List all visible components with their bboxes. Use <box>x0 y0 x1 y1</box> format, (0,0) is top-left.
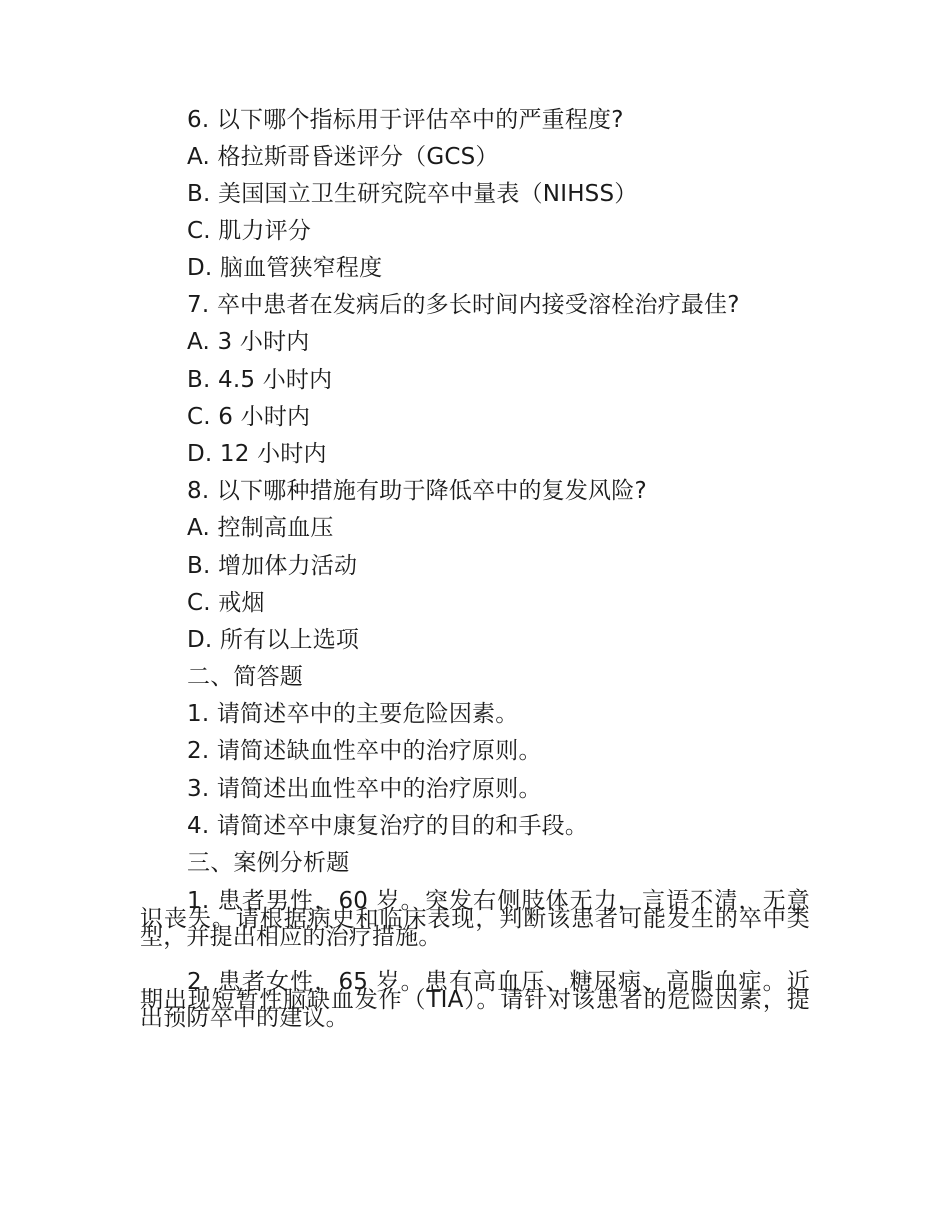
question-8-option-c: C. 戒烟 <box>187 590 265 616</box>
short-answer-item-1: 1. 请简述卒中的主要危险因素。 <box>187 701 519 727</box>
question-7-stem: 7. 卒中患者在发病后的多长时间内接受溶栓治疗最佳? <box>187 292 740 318</box>
case-analysis-item-2: 2. 患者女性，65 岁。患有高血压、糖尿病、高脂血症。近期出现短暂性脑缺血发作（TIA）。请针对该患者的危险因素，提出预防卒中的建议。 <box>140 969 810 1031</box>
question-6-option-c: C. 肌力评分 <box>187 218 312 244</box>
short-answer-item-3: 3. 请简述出血性卒中的治疗原则。 <box>187 776 542 802</box>
short-answer-item-4: 4. 请简述卒中康复治疗的目的和手段。 <box>187 813 589 839</box>
question-7-option-b: B. 4.5 小时内 <box>187 367 333 393</box>
question-8-option-b: B. 增加体力活动 <box>187 553 358 579</box>
question-7-option-d: D. 12 小时内 <box>187 441 327 467</box>
question-6-stem: 6. 以下哪个指标用于评估卒中的严重程度? <box>187 107 624 133</box>
question-6-option-b: B. 美国国立卫生研究院卒中量表（NIHSS） <box>187 181 638 207</box>
case-analysis-heading: 三、案例分析题 <box>187 850 350 876</box>
short-answer-item-2: 2. 请简述缺血性卒中的治疗原则。 <box>187 738 542 764</box>
question-6-option-a: A. 格拉斯哥昏迷评分（GCS） <box>187 144 499 170</box>
question-8-option-a: A. 控制高血压 <box>187 515 334 541</box>
short-answer-heading: 二、简答题 <box>187 664 303 690</box>
question-7-option-c: C. 6 小时内 <box>187 404 311 430</box>
question-8-option-d: D. 所有以上选项 <box>187 627 360 653</box>
question-7-option-a: A. 3 小时内 <box>187 329 310 355</box>
question-6-option-d: D. 脑血管狭窄程度 <box>187 255 383 281</box>
case-analysis-item-1: 1. 患者男性，60 岁。突发右侧肢体无力，言语不清，无意识丧失。请根据病史和临床表现，判断该患者可能发生的卒中类型，并提出相应的治疗措施。 <box>140 888 810 950</box>
question-8-stem: 8. 以下哪种措施有助于降低卒中的复发风险? <box>187 478 647 504</box>
